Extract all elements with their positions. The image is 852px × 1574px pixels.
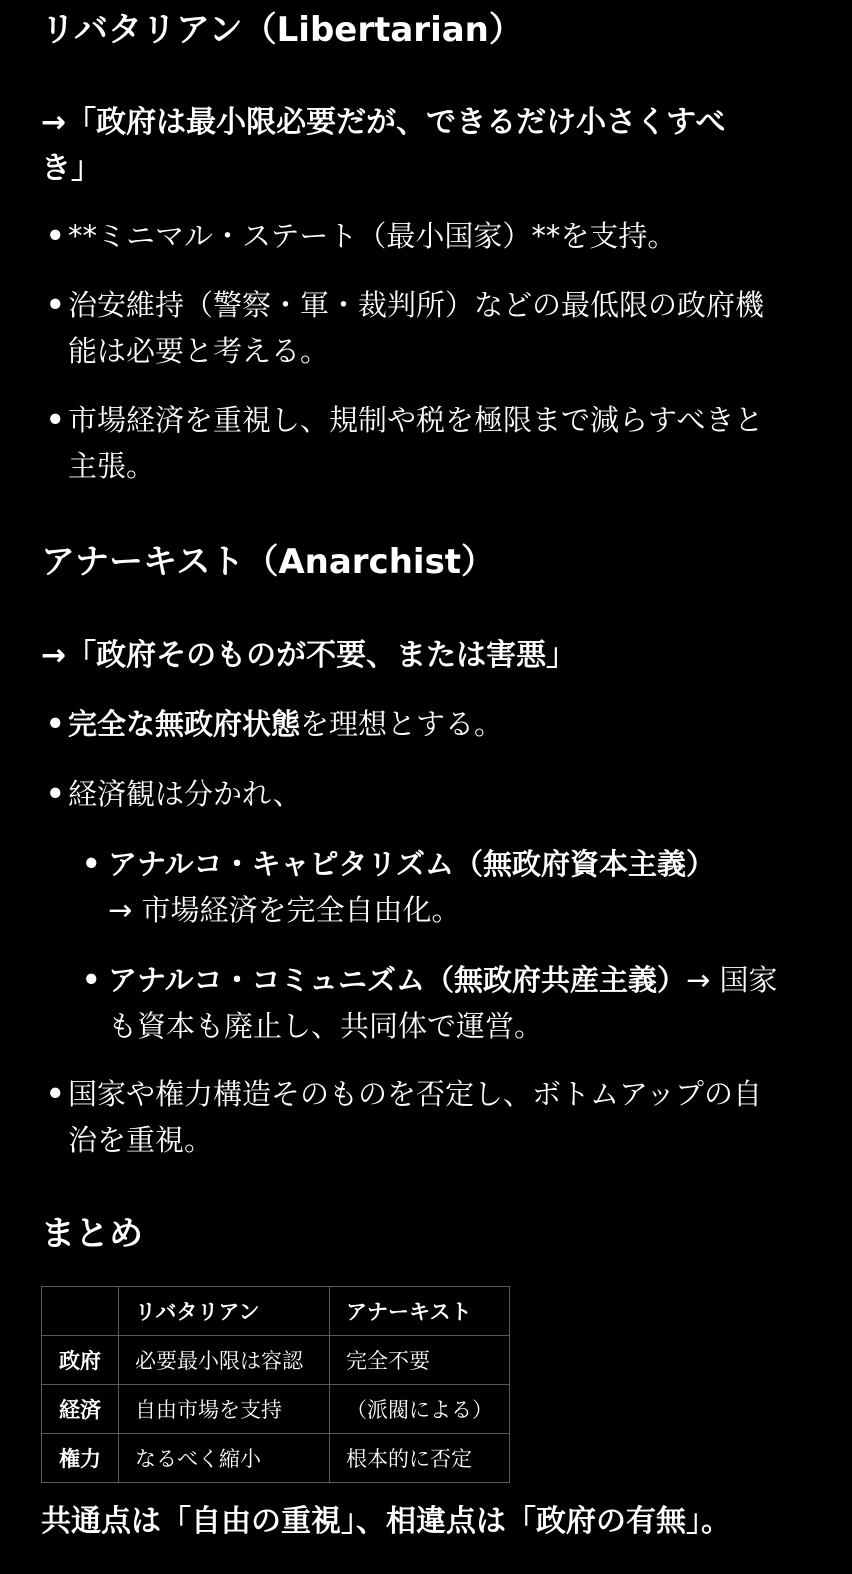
sub-list-item-bold: アナルコ・キャピタリズム（無政府資本主義） (108, 847, 715, 881)
list-item-text: 経済観は分かれ、 (68, 777, 302, 811)
list-item (46, 397, 788, 489)
sub-list-item (82, 841, 788, 933)
list-item-text: 治安維持（警察・軍・裁判所）などの最低限の政府機能は必要と考える。 (68, 288, 765, 368)
list-item (46, 701, 788, 747)
sub-list-item-text: → 市場経済を完全自由化。 (108, 893, 461, 927)
bullet-dot: • (46, 707, 65, 741)
bullet-dot: • (46, 1077, 65, 1111)
table-header-cell: アナーキスト (330, 1287, 510, 1336)
bullet-dot: • (46, 288, 65, 322)
summary-heading: まとめ (41, 1214, 143, 1254)
table-row (42, 1336, 510, 1385)
anarchist-quote: →「政府そのものが不要、または害悪」 (41, 638, 577, 673)
table-cell: 根本的に否定 (330, 1434, 510, 1483)
sub-list-item-bold: アナルコ・コミュニズム（無政府共産主義） (108, 963, 686, 997)
table-cell: 必要最小限は容認 (119, 1336, 330, 1385)
bullet-dot: • (46, 219, 65, 253)
table-row-label: 経済 (42, 1385, 119, 1434)
sub-list-item (82, 957, 788, 1049)
table-row-label: 政府 (42, 1336, 119, 1385)
anarchist-heading: アナーキスト（Anarchist） (41, 542, 496, 582)
list-item-text: 市場経済を重視し、規制や税を極限まで減らすべきと主張。 (68, 403, 764, 483)
list-item (46, 282, 788, 374)
table-row (42, 1434, 510, 1483)
summary-conclusion: 共通点は「自由の重視」、相違点は「政府の有無」。 (41, 1504, 731, 1539)
table-row-label: 権力 (42, 1434, 119, 1483)
table-cell: 自由市場を支持 (119, 1385, 330, 1434)
libertarian-heading: リバタリアン（Libertarian） (41, 10, 523, 50)
list-item-text: **ミニマル・ステート（最小国家）**を支持。 (68, 219, 677, 253)
sub-list-item-text: → 国家も資本も廃止し、共同体で運営。 (108, 963, 778, 1043)
table-header-cell: リバタリアン (119, 1287, 330, 1336)
table-header-row (42, 1287, 510, 1336)
list-item (46, 771, 788, 817)
list-item-text: を理想とする。 (300, 707, 504, 741)
bullet-dot: • (82, 963, 101, 997)
list-item (46, 213, 788, 259)
table-row (42, 1385, 510, 1434)
table-cell: なるべく縮小 (119, 1434, 330, 1483)
table-cell: 完全不要 (330, 1336, 510, 1385)
list-item-bold: 完全な無政府状態 (68, 707, 301, 741)
list-item-text: 国家や権力構造そのものを否定し、ボトムアップの自治を重視。 (68, 1077, 762, 1157)
table-cell: （派閥による） (330, 1385, 510, 1434)
bullet-dot: • (82, 847, 101, 881)
table-header-cell (42, 1287, 119, 1336)
list-item (46, 1071, 788, 1163)
libertarian-quote: →「政府は最小限必要だが、できるだけ小さくすべき」 (41, 105, 726, 186)
bullet-dot: • (46, 403, 65, 437)
bullet-dot: • (46, 777, 65, 811)
comparison-table (41, 1286, 510, 1483)
